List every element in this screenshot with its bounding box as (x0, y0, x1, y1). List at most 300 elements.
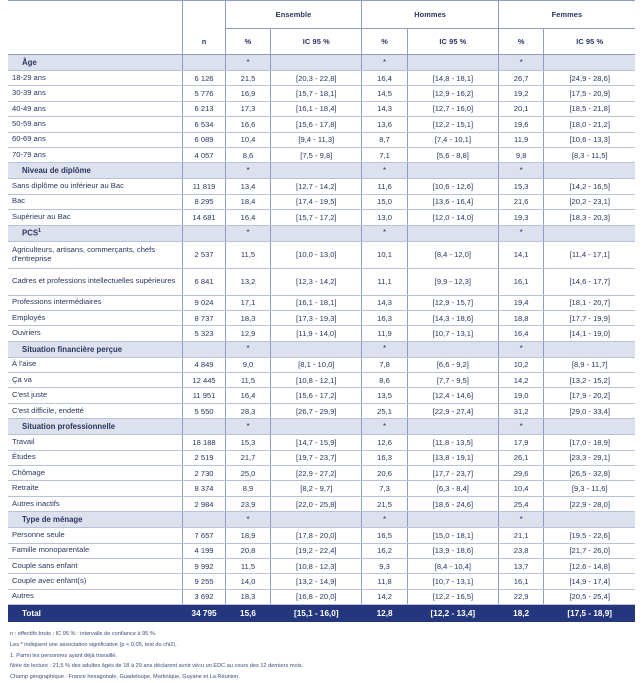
row-hommes-ic: [5,6 - 8,8] (407, 147, 498, 162)
table-row (8, 481, 635, 496)
row-hommes-pct: 9,3 (362, 558, 408, 573)
row-label: Chômage (8, 466, 183, 481)
table-row (8, 558, 635, 573)
table-footnotes (8, 629, 635, 683)
row-hommes-pct: 11,9 (362, 326, 408, 341)
table-body (8, 55, 635, 623)
row-femmes-ic: [18,3 - 20,3] (544, 210, 635, 225)
row-n: 2 730 (183, 466, 225, 481)
row-label: 70-79 ans (8, 147, 183, 162)
row-hommes-pct: 16,3 (362, 310, 408, 325)
header-femmes-ic: IC 95 % (544, 29, 635, 55)
row-label: 18-29 ans (8, 71, 183, 86)
significance-marker-femmes: * (498, 341, 544, 357)
row-femmes-pct: 29,6 (498, 466, 544, 481)
significance-marker-ensemble: * (225, 55, 271, 71)
row-label: 60-69 ans (8, 132, 183, 147)
row-label: Ça va (8, 373, 183, 388)
row-ensemble-ic: [16,8 - 20,0] (271, 589, 362, 604)
row-femmes-pct: 15,3 (498, 179, 544, 194)
table-row (8, 86, 635, 101)
row-label: Famille monoparentale (8, 543, 183, 558)
significance-marker-hommes: * (362, 341, 408, 357)
row-hommes-ic: [9,9 - 12,3] (407, 268, 498, 295)
header-group-femmes: Femmes (498, 1, 635, 29)
row-hommes-pct: 11,8 (362, 574, 408, 589)
row-n: 2 984 (183, 496, 225, 511)
header-blank-label (8, 29, 183, 55)
row-ensemble-pct: 15,3 (225, 435, 271, 450)
table-row (8, 194, 635, 209)
table-row (8, 147, 635, 162)
total-label: Total (8, 605, 183, 623)
table-row (8, 179, 635, 194)
row-ensemble-pct: 16,4 (225, 388, 271, 403)
row-femmes-pct: 18,8 (498, 310, 544, 325)
section-title: Âge (8, 55, 183, 71)
row-label: 50-59 ans (8, 117, 183, 132)
row-femmes-ic: [20,2 - 23,1] (544, 194, 635, 209)
section-n-blank (183, 419, 225, 435)
row-femmes-pct: 10,2 (498, 357, 544, 372)
row-hommes-pct: 12,6 (362, 435, 408, 450)
row-hommes-pct: 14,2 (362, 589, 408, 604)
row-femmes-ic: [14,9 - 17,4] (544, 574, 635, 589)
total-ensemble-pct: 15,6 (225, 605, 271, 623)
section-title-superscript: 1 (38, 228, 42, 235)
row-hommes-ic: [12,2 - 16,5] (407, 589, 498, 604)
row-label: Cadres et professions intellectuelles supérieures (8, 268, 183, 295)
row-femmes-pct: 19,0 (498, 388, 544, 403)
table-row (8, 388, 635, 403)
significance-marker-ensemble: * (225, 163, 271, 179)
row-femmes-ic: [14,2 - 16,5] (544, 179, 635, 194)
section-ic-blank-ensemble (271, 341, 362, 357)
row-hommes-pct: 16,4 (362, 71, 408, 86)
total-femmes-ic: [17,5 - 18,9] (544, 605, 635, 623)
significance-marker-femmes: * (498, 55, 544, 71)
row-femmes-pct: 9,8 (498, 147, 544, 162)
row-femmes-ic: [22,9 - 28,0] (544, 496, 635, 511)
row-n: 3 692 (183, 589, 225, 604)
section-header-row (8, 341, 635, 357)
significance-marker-ensemble: * (225, 419, 271, 435)
row-femmes-ic: [24,9 - 28,6] (544, 71, 635, 86)
significance-marker-femmes: * (498, 419, 544, 435)
row-ensemble-ic: [8,1 - 10,0] (271, 357, 362, 372)
row-ensemble-ic: [26,7 - 29,9] (271, 403, 362, 418)
table-row (8, 71, 635, 86)
row-hommes-pct: 14,5 (362, 86, 408, 101)
row-ensemble-ic: [16,1 - 18,4] (271, 101, 362, 116)
row-label: Agriculteurs, artisans, commerçants, chefs d'entreprise (8, 241, 183, 268)
table-row (8, 496, 635, 511)
section-header-row (8, 419, 635, 435)
row-hommes-ic: [12,7 - 16,0] (407, 101, 498, 116)
row-n: 8 295 (183, 194, 225, 209)
row-ensemble-ic: [17,3 - 19,3] (271, 310, 362, 325)
row-femmes-pct: 19,3 (498, 210, 544, 225)
table-row (8, 132, 635, 147)
row-label: Personne seule (8, 528, 183, 543)
row-ensemble-pct: 8,6 (225, 147, 271, 162)
section-n-blank (183, 512, 225, 528)
section-ic-blank-femmes (544, 225, 635, 241)
row-femmes-pct: 19,6 (498, 117, 544, 132)
row-ensemble-ic: [17,8 - 20,0] (271, 528, 362, 543)
row-femmes-ic: [12,6 - 14,8] (544, 558, 635, 573)
row-label: C'est juste (8, 388, 183, 403)
row-femmes-ic: [20,5 - 25,4] (544, 589, 635, 604)
section-ic-blank-hommes (407, 341, 498, 357)
row-n: 6 841 (183, 268, 225, 295)
significance-marker-hommes: * (362, 512, 408, 528)
row-ensemble-pct: 18,3 (225, 310, 271, 325)
row-n: 9 255 (183, 574, 225, 589)
section-ic-blank-hommes (407, 419, 498, 435)
row-hommes-pct: 20,6 (362, 466, 408, 481)
row-femmes-pct: 16,1 (498, 268, 544, 295)
row-hommes-ic: [15,0 - 18,1] (407, 528, 498, 543)
row-n: 14 681 (183, 210, 225, 225)
section-ic-blank-femmes (544, 512, 635, 528)
table-row (8, 268, 635, 295)
section-header-row (8, 225, 635, 241)
row-n: 6 213 (183, 101, 225, 116)
table-header (8, 1, 635, 55)
row-ensemble-pct: 8,9 (225, 481, 271, 496)
row-hommes-ic: [10,7 - 13,1] (407, 574, 498, 589)
row-n: 18 188 (183, 435, 225, 450)
header-col-n: n (183, 29, 225, 55)
row-label: Couple sans enfant (8, 558, 183, 573)
row-femmes-ic: [23,3 - 29,1] (544, 450, 635, 465)
row-ensemble-ic: [7,5 - 9,8] (271, 147, 362, 162)
row-n: 4 849 (183, 357, 225, 372)
table-row (8, 403, 635, 418)
row-ensemble-pct: 18,3 (225, 589, 271, 604)
row-n: 9 024 (183, 295, 225, 310)
header-corner-blank (8, 1, 183, 29)
row-label: 40-49 ans (8, 101, 183, 116)
row-hommes-pct: 25,1 (362, 403, 408, 418)
significance-marker-femmes: * (498, 512, 544, 528)
row-hommes-ic: [6,3 - 8,4] (407, 481, 498, 496)
row-femmes-ic: [8,9 - 11,7] (544, 357, 635, 372)
row-label: Travail (8, 435, 183, 450)
significance-marker-femmes: * (498, 163, 544, 179)
row-femmes-ic: [18,1 - 20,7] (544, 295, 635, 310)
row-ensemble-ic: [11,9 - 14,0] (271, 326, 362, 341)
row-ensemble-ic: [15,7 - 17,2] (271, 210, 362, 225)
row-ensemble-pct: 21,5 (225, 71, 271, 86)
table-row (8, 310, 635, 325)
row-hommes-pct: 11,1 (362, 268, 408, 295)
row-femmes-pct: 14,2 (498, 373, 544, 388)
row-hommes-pct: 21,5 (362, 496, 408, 511)
row-femmes-pct: 14,1 (498, 241, 544, 268)
row-label: Couple avec enfant(s) (8, 574, 183, 589)
row-n: 5 776 (183, 86, 225, 101)
row-ensemble-ic: [12,3 - 14,2] (271, 268, 362, 295)
row-femmes-pct: 16,4 (498, 326, 544, 341)
row-ensemble-pct: 13,2 (225, 268, 271, 295)
prevalence-statistics-table (8, 0, 635, 622)
row-ensemble-pct: 23,9 (225, 496, 271, 511)
row-ensemble-pct: 12,9 (225, 326, 271, 341)
row-hommes-ic: [6,6 - 9,2] (407, 357, 498, 372)
section-n-blank (183, 341, 225, 357)
row-hommes-ic: [18,6 - 24,6] (407, 496, 498, 511)
section-ic-blank-hommes (407, 225, 498, 241)
section-ic-blank-ensemble (271, 163, 362, 179)
row-hommes-pct: 8,6 (362, 373, 408, 388)
row-femmes-pct: 26,7 (498, 71, 544, 86)
row-femmes-pct: 21,1 (498, 528, 544, 543)
table-row (8, 326, 635, 341)
row-femmes-pct: 10,4 (498, 481, 544, 496)
row-n: 4 057 (183, 147, 225, 162)
section-ic-blank-hommes (407, 512, 498, 528)
row-ensemble-pct: 14,0 (225, 574, 271, 589)
row-n: 2 519 (183, 450, 225, 465)
row-femmes-pct: 20,1 (498, 101, 544, 116)
row-femmes-pct: 19,2 (498, 86, 544, 101)
row-femmes-ic: [17,0 - 18,9] (544, 435, 635, 450)
table-row (8, 528, 635, 543)
row-n: 5 323 (183, 326, 225, 341)
row-ensemble-ic: [10,8 - 12,1] (271, 373, 362, 388)
row-ensemble-ic: [10,8 - 12,3] (271, 558, 362, 573)
row-femmes-ic: [10,6 - 13,3] (544, 132, 635, 147)
row-femmes-ic: [18,0 - 21,2] (544, 117, 635, 132)
row-hommes-ic: [14,3 - 18,6] (407, 310, 498, 325)
footnote-line: n : effectifs bruts ; IC 95 % : intervalle de confiance à 95 %. (10, 631, 157, 638)
row-hommes-pct: 16,5 (362, 528, 408, 543)
section-ic-blank-femmes (544, 55, 635, 71)
row-hommes-ic: [8,4 - 12,0] (407, 241, 498, 268)
footnote-line: 1. Parmi les personnes ayant déjà travaillé. (10, 652, 117, 659)
section-header-row (8, 512, 635, 528)
table-row (8, 543, 635, 558)
row-ensemble-pct: 11,5 (225, 241, 271, 268)
row-ensemble-ic: [19,7 - 23,7] (271, 450, 362, 465)
section-title: PCS$^1$ (8, 225, 183, 241)
row-ensemble-pct: 11,5 (225, 373, 271, 388)
header-femmes-pct: % (498, 29, 544, 55)
row-ensemble-ic: [16,1 - 18,1] (271, 295, 362, 310)
row-hommes-ic: [22,9 - 27,4] (407, 403, 498, 418)
row-ensemble-ic: [15,6 - 17,8] (271, 117, 362, 132)
row-label: Supérieur au Bac (8, 210, 183, 225)
significance-marker-hommes: * (362, 225, 408, 241)
section-title: Situation financière perçue (8, 341, 183, 357)
total-femmes-pct: 18,2 (498, 605, 544, 623)
row-label: Sans diplôme ou inférieur au Bac (8, 179, 183, 194)
row-n: 2 537 (183, 241, 225, 268)
row-ensemble-ic: [12,7 - 14,2] (271, 179, 362, 194)
row-hommes-pct: 16,3 (362, 450, 408, 465)
table-row (8, 117, 635, 132)
row-n: 6 534 (183, 117, 225, 132)
footnote-line: Note de lecture : 21,5 % des adultes âgés de 18 à 29 ans déclarent avoir vécu un EDC au cours des 12 derniers mois. (10, 663, 304, 670)
row-ensemble-pct: 21,7 (225, 450, 271, 465)
total-ensemble-ic: [15,1 - 16,0] (271, 605, 362, 623)
row-femmes-ic: [11,4 - 17,1] (544, 241, 635, 268)
row-hommes-pct: 7,1 (362, 147, 408, 162)
section-ic-blank-femmes (544, 419, 635, 435)
table-row (8, 435, 635, 450)
row-n: 4 199 (183, 543, 225, 558)
row-ensemble-pct: 20,8 (225, 543, 271, 558)
significance-marker-ensemble: * (225, 341, 271, 357)
table-row (8, 589, 635, 604)
row-femmes-ic: [17,5 - 20,9] (544, 86, 635, 101)
row-ensemble-ic: [15,6 - 17,2] (271, 388, 362, 403)
row-hommes-ic: [13,6 - 16,4] (407, 194, 498, 209)
section-ic-blank-hommes (407, 55, 498, 71)
row-femmes-pct: 25,4 (498, 496, 544, 511)
row-hommes-pct: 15,0 (362, 194, 408, 209)
footnote-line: Les * indiquent une association significative (p < 0,05, test du chi2). (10, 641, 177, 648)
row-hommes-pct: 10,1 (362, 241, 408, 268)
row-femmes-ic: [13,2 - 15,2] (544, 373, 635, 388)
row-ensemble-pct: 17,1 (225, 295, 271, 310)
section-n-blank (183, 55, 225, 71)
row-femmes-ic: [14,6 - 17,7] (544, 268, 635, 295)
section-header-row (8, 55, 635, 71)
row-ensemble-pct: 28,3 (225, 403, 271, 418)
total-hommes-ic: [12,2 - 13,4] (407, 605, 498, 623)
row-n: 8 374 (183, 481, 225, 496)
row-hommes-ic: [12,4 - 14,6] (407, 388, 498, 403)
row-ensemble-ic: [22,0 - 25,8] (271, 496, 362, 511)
row-hommes-ic: [12,0 - 14,0] (407, 210, 498, 225)
row-femmes-ic: [8,3 - 11,5] (544, 147, 635, 162)
row-hommes-ic: [11,8 - 13,5] (407, 435, 498, 450)
row-femmes-pct: 21,6 (498, 194, 544, 209)
row-hommes-ic: [10,7 - 13,1] (407, 326, 498, 341)
table-row (8, 450, 635, 465)
row-n: 5 550 (183, 403, 225, 418)
row-ensemble-ic: [10,0 - 13,0] (271, 241, 362, 268)
row-femmes-pct: 11,9 (498, 132, 544, 147)
row-femmes-ic: [9,3 - 11,6] (544, 481, 635, 496)
row-femmes-pct: 23,8 (498, 543, 544, 558)
row-ensemble-pct: 16,6 (225, 117, 271, 132)
row-hommes-pct: 11,6 (362, 179, 408, 194)
row-label: Bac (8, 194, 183, 209)
row-femmes-ic: [17,7 - 19,9] (544, 310, 635, 325)
row-femmes-ic: [29,0 - 33,4] (544, 403, 635, 418)
row-ensemble-pct: 13,4 (225, 179, 271, 194)
row-femmes-pct: 16,1 (498, 574, 544, 589)
section-title: Type de ménage (8, 512, 183, 528)
table-row (8, 295, 635, 310)
header-hommes-ic: IC 95 % (407, 29, 498, 55)
header-subcolumn-row (8, 29, 635, 55)
row-ensemble-pct: 17,3 (225, 101, 271, 116)
header-ensemble-pct: % (225, 29, 271, 55)
row-ensemble-pct: 9,0 (225, 357, 271, 372)
row-hommes-ic: [7,7 - 9,5] (407, 373, 498, 388)
table-row (8, 210, 635, 225)
section-header-row (8, 163, 635, 179)
row-label: C'est difficile, endetté (8, 403, 183, 418)
total-n: 34 795 (183, 605, 225, 623)
row-ensemble-pct: 11,5 (225, 558, 271, 573)
section-title: Niveau de diplôme (8, 163, 183, 179)
header-group-row (8, 1, 635, 29)
row-hommes-ic: [12,9 - 16,2] (407, 86, 498, 101)
table-row (8, 466, 635, 481)
row-hommes-pct: 16,2 (362, 543, 408, 558)
section-ic-blank-ensemble (271, 55, 362, 71)
row-hommes-ic: [12,9 - 15,7] (407, 295, 498, 310)
significance-marker-femmes: * (498, 225, 544, 241)
row-ensemble-ic: [20,3 - 22,8] (271, 71, 362, 86)
row-hommes-pct: 14,3 (362, 295, 408, 310)
row-n: 11 951 (183, 388, 225, 403)
row-hommes-ic: [8,4 - 10,4] (407, 558, 498, 573)
row-hommes-pct: 13,0 (362, 210, 408, 225)
header-n-spacer (183, 1, 225, 29)
header-ensemble-ic: IC 95 % (271, 29, 362, 55)
row-ensemble-pct: 18,4 (225, 194, 271, 209)
row-label: Études (8, 450, 183, 465)
row-ensemble-pct: 18,9 (225, 528, 271, 543)
table-row (8, 357, 635, 372)
section-n-blank (183, 225, 225, 241)
row-femmes-pct: 31,2 (498, 403, 544, 418)
row-ensemble-ic: [17,4 - 19,5] (271, 194, 362, 209)
row-ensemble-ic: [15,7 - 18,1] (271, 86, 362, 101)
section-ic-blank-femmes (544, 163, 635, 179)
section-n-blank (183, 163, 225, 179)
section-title: Situation professionnelle (8, 419, 183, 435)
section-ic-blank-femmes (544, 341, 635, 357)
row-label: Ouvriers (8, 326, 183, 341)
row-ensemble-ic: [22,9 - 27,2] (271, 466, 362, 481)
row-label: Professions intermédiaires (8, 295, 183, 310)
row-femmes-pct: 17,9 (498, 435, 544, 450)
significance-marker-hommes: * (362, 163, 408, 179)
row-ensemble-ic: [19,2 - 22,4] (271, 543, 362, 558)
row-ensemble-pct: 10,4 (225, 132, 271, 147)
row-label: Retraite (8, 481, 183, 496)
row-hommes-ic: [13,8 - 19,1] (407, 450, 498, 465)
row-femmes-ic: [17,9 - 20,2] (544, 388, 635, 403)
total-row (8, 605, 635, 623)
section-ic-blank-ensemble (271, 419, 362, 435)
row-n: 6 089 (183, 132, 225, 147)
row-label: Autres inactifs (8, 496, 183, 511)
row-n: 7 657 (183, 528, 225, 543)
significance-marker-hommes: * (362, 55, 408, 71)
table-row (8, 241, 635, 268)
header-group-hommes: Hommes (362, 1, 499, 29)
row-label: Employés (8, 310, 183, 325)
row-ensemble-pct: 16,9 (225, 86, 271, 101)
significance-marker-hommes: * (362, 419, 408, 435)
row-ensemble-ic: [14,7 - 15,9] (271, 435, 362, 450)
total-hommes-pct: 12,8 (362, 605, 408, 623)
row-femmes-pct: 22,9 (498, 589, 544, 604)
significance-marker-ensemble: * (225, 225, 271, 241)
row-ensemble-pct: 25,0 (225, 466, 271, 481)
table-row (8, 101, 635, 116)
row-hommes-ic: [17,7 - 23,7] (407, 466, 498, 481)
